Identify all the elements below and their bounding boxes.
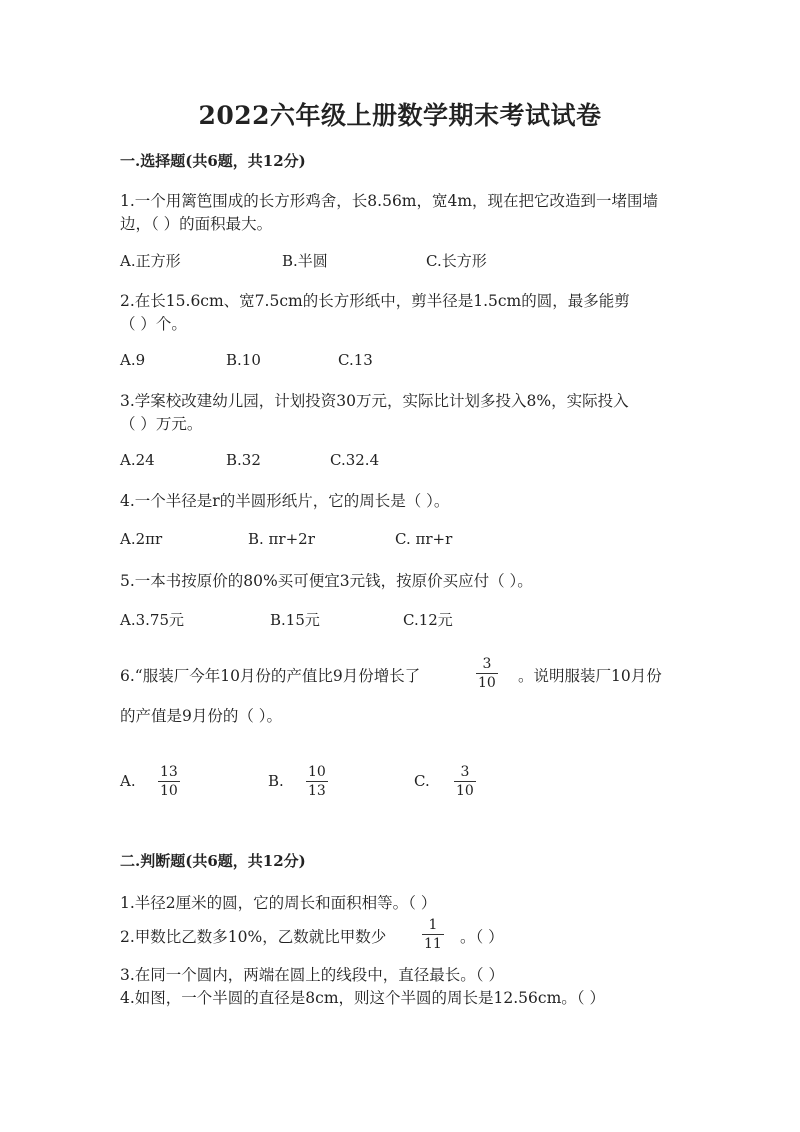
denominator: 10 (456, 783, 474, 799)
q4-option-c: C. πr+r (395, 530, 453, 548)
q5-line1: 5.一本书按原价的80%买可便宜3元钱，按原价买应付（ ）。 (120, 572, 533, 590)
q4-line1: 4.一个半径是r的半圆形纸片，它的周长是（ ）。 (120, 492, 450, 510)
q2-line2: （ ）个。 (120, 315, 187, 333)
q6-option-a-fraction (158, 764, 180, 799)
fraction-bar (454, 781, 476, 782)
fraction-bar (476, 673, 498, 674)
q4-option-b: B. πr+2r (248, 530, 315, 548)
q3-option-c: C.32.4 (330, 451, 380, 469)
fraction-bar (422, 934, 444, 935)
q5-option-b: B.15元 (270, 611, 320, 629)
q6-fraction (476, 656, 498, 691)
q6-line1-text: 6.“服装厂今年10月份的产值比9月份增长了 (120, 667, 421, 685)
numerator: 1 (428, 917, 438, 933)
j4-text: 4.如图，一个半圆的直径是8cm，则这个半圆的周长是12.56cm。（ ） (120, 989, 605, 1007)
q1-option-b: B.半圆 (282, 252, 328, 270)
q3-option-a: A.24 (120, 451, 155, 469)
q6-line2: 的产值是9月份的（ ）。 (120, 707, 283, 725)
section-heading-judgement: 二.判断题(共6题，共12分) (120, 852, 306, 870)
q6-option-c-fraction (454, 764, 476, 799)
q3-line1: 3.学案校改建幼儿园，计划投资30万元，实际比计划多投入8%，实际投入 (120, 392, 629, 410)
q6-fraction-denominator: 10 (478, 675, 496, 691)
denominator: 13 (308, 783, 326, 799)
q1-line1: 1.一个用篱笆围成的长方形鸡舍，长8.56m，宽4m，现在把它改造到一堵围墙 (120, 192, 659, 210)
q6-fraction-numerator: 3 (482, 656, 492, 672)
q6-option-b-label: B. (268, 772, 284, 790)
numerator: 10 (308, 764, 326, 780)
q1-option-a: A.正方形 (120, 252, 181, 270)
q1-option-c: C.长方形 (426, 252, 487, 270)
j2-tail: 。（ ） (460, 928, 504, 946)
q3-option-b: B.32 (226, 451, 261, 469)
q4-option-a: A.2πr (120, 530, 163, 548)
numerator: 3 (460, 764, 470, 780)
fraction-bar (158, 781, 180, 782)
q2-option-b: B.10 (226, 351, 261, 369)
denominator: 11 (424, 936, 442, 952)
j1-text: 1.半径2厘米的圆，它的周长和面积相等。（ ） (120, 894, 437, 912)
page-title: 2022六年级上册数学期末考试试卷 (198, 101, 602, 130)
j3-text: 3.在同一个圆内，两端在圆上的线段中，直径最长。（ ） (120, 966, 504, 984)
section-heading-choice: 一.选择题(共6题，共12分) (120, 152, 306, 170)
q1-line2: 边，（ ）的面积最大。 (120, 215, 273, 233)
q6-option-c-label: C. (414, 772, 430, 790)
j2-fraction (422, 917, 444, 952)
denominator: 10 (160, 783, 178, 799)
numerator: 13 (160, 764, 178, 780)
q5-option-c: C.12元 (403, 611, 453, 629)
q2-option-c: C.13 (338, 351, 373, 369)
q6-line1-tail: 。说明服装厂10月份 (518, 667, 662, 685)
q2-line1: 2.在长15.6cm、宽7.5cm的长方形纸中，剪半径是1.5cm的圆，最多能剪 (120, 292, 630, 310)
q6-option-a-label: A. (120, 772, 136, 790)
q2-option-a: A.9 (120, 351, 146, 369)
q3-line2: （ ）万元。 (120, 415, 203, 433)
q5-option-a: A.3.75元 (120, 611, 184, 629)
fraction-bar (306, 781, 328, 782)
q6-option-b-fraction (306, 764, 328, 799)
j2-text: 2.甲数比乙数多10%，乙数就比甲数少 (120, 928, 387, 946)
